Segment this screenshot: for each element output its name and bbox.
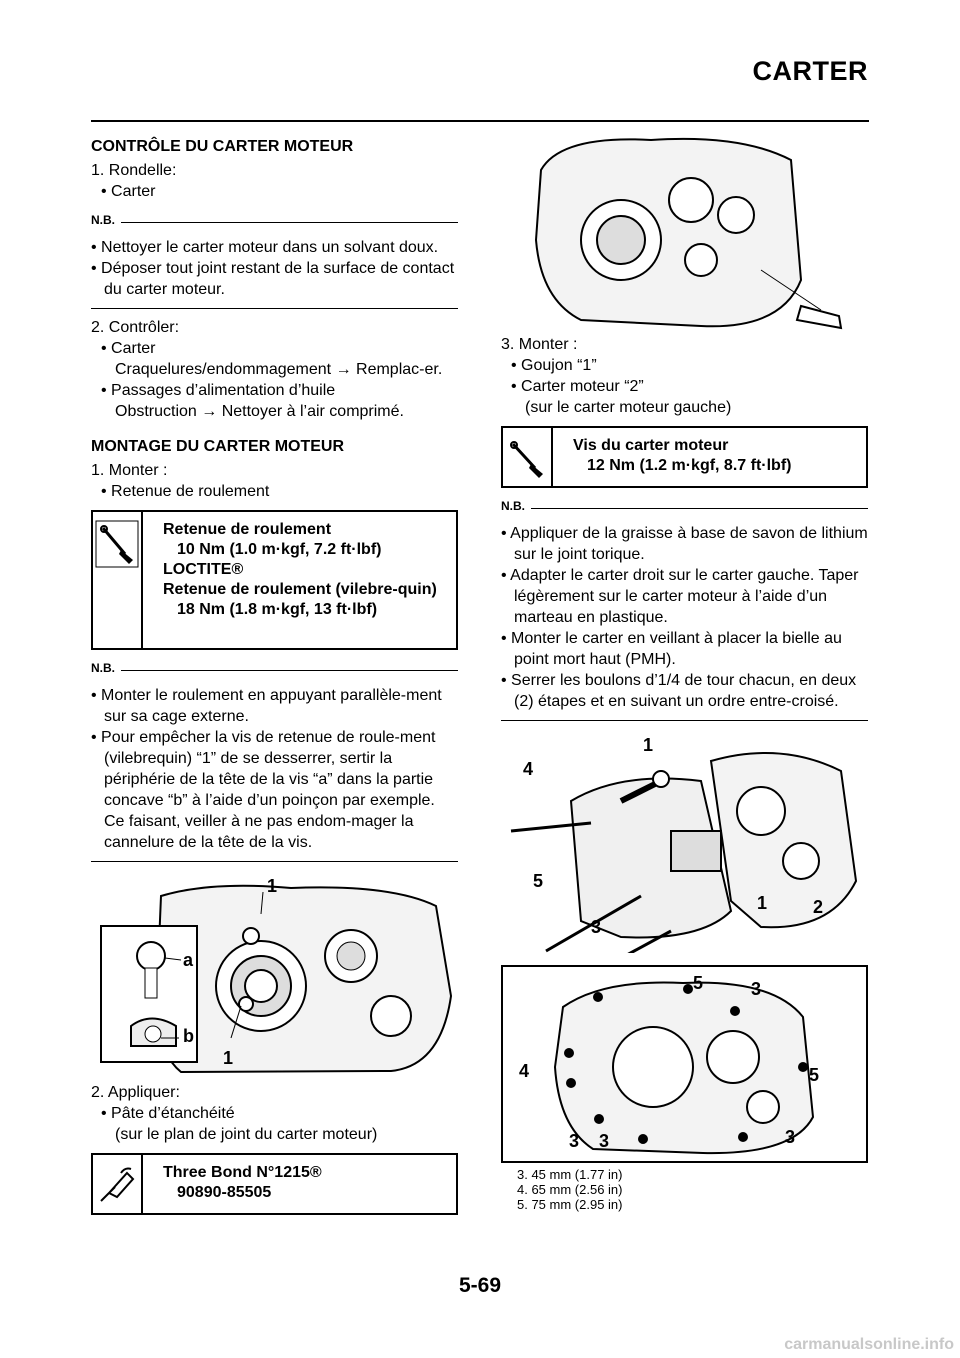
right-column: [501, 130, 868, 1212]
crankcase-sealant-figure: [501, 130, 868, 334]
apply-detail: (sur le plan de joint du carter moteur): [115, 1126, 378, 1143]
step-washer: 1. Rondelle:: [91, 162, 177, 179]
page-title: CARTER: [752, 56, 868, 86]
spec-value: 12 Nm (1.2 m·kgf, 8.7 ft·lbf): [587, 457, 792, 474]
section-title-assembly: MONTAGE DU CARTER MOTEUR: [91, 438, 345, 455]
spec-label: Retenue de roulement (vilebre-quin): [163, 581, 437, 598]
spec-value: 18 Nm (1.8 m·kgf, 13 ft·lbf): [177, 601, 378, 618]
step-install-right: 3. Monter :: [501, 336, 578, 353]
spec-value: 10 Nm (1.0 m·kgf, 7.2 ft·lbf): [177, 541, 382, 558]
sealant-spec-box: [91, 1153, 458, 1215]
label-4: 4: [519, 1061, 530, 1081]
install-item: • Carter moteur “2”: [511, 378, 644, 395]
label-1: 1: [643, 735, 654, 755]
spec-value: 90890-85505: [177, 1184, 272, 1201]
label-1-b: 1: [757, 893, 768, 913]
figure-caption: [517, 1167, 868, 1212]
label-b: b: [183, 1026, 194, 1046]
note-item: • Appliquer de la graisse à base de savon de lithium sur le joint torique.: [501, 525, 868, 563]
left-column: [91, 136, 458, 1223]
note-item: • Monter le carter en veillant à placer la bielle au point mort haut (PMH).: [501, 630, 842, 668]
section-title-inspection: CONTRÔLE DU CARTER MOTEUR: [91, 138, 354, 155]
note-item: • Nettoyer le carter moteur dans un solvant doux.: [91, 239, 439, 256]
label-5: 5: [533, 871, 544, 891]
label-1-top: 1: [267, 876, 278, 896]
label-3-d: 3: [785, 1127, 796, 1147]
title-divider: [91, 120, 869, 122]
watermark: carmanualsonline.info: [784, 1336, 954, 1353]
install-item: • Goujon “1”: [511, 357, 597, 374]
step-install: 1. Monter :: [91, 462, 168, 479]
check-item: • Passages d’alimentation d’huile: [101, 382, 336, 399]
page-number: 5-69: [458, 1274, 502, 1297]
note-item: • Adapter le carter droit sur le carter gauche. Taper légèrement sur le carter moteur à l’aide d’un marteau en plastique.: [501, 567, 859, 626]
label-3-a: 3: [751, 979, 762, 999]
check-item-detail: Obstruction → Nettoyer à l’air comprimé.: [115, 403, 404, 420]
apply-item: • Pâte d’étanchéité: [101, 1105, 235, 1122]
note-header: N.B.: [91, 210, 458, 231]
bolt-location-figure: [501, 965, 868, 1163]
note-body: [501, 523, 868, 721]
note-item: • Serrer les boulons d’1/4 de tour chacun, en deux (2) étapes et en suivant un ordre entre-croisé.: [501, 672, 857, 710]
install-detail: (sur le carter moteur gauche): [525, 399, 732, 416]
label-3: 3: [591, 917, 602, 937]
note-item: • Monter le roulement en appuyant parallèle-ment sur sa cage externe.: [91, 687, 442, 725]
caption-line: 3. 45 mm (1.77 in): [517, 1167, 623, 1182]
note-item: • Pour empêcher la vis de retenue de roule-ment (vilebrequin) “1” de se desserrer, sertir la périphérie de la tête de la vis “a” dans la partie concave “b” à l’aide d’un poinçon par exemple. Ce faisant, veiller à ne pas endom-mager la cannelure de la tête de la vis.: [91, 729, 436, 851]
crankcase-bearing-figure: [91, 876, 458, 1076]
spec-label: Three Bond N°1215®: [163, 1164, 322, 1181]
spec-label: Vis du carter moteur: [573, 437, 729, 454]
spec-label: Retenue de roulement: [163, 521, 332, 538]
label-3-c: 3: [599, 1131, 610, 1151]
torque-wrench-icon: [503, 428, 553, 486]
label-1-bottom: 1: [223, 1048, 234, 1068]
step-apply: 2. Appliquer:: [91, 1084, 180, 1101]
spec-label: LOCTITE®: [163, 561, 244, 578]
step-check: 2. Contrôler:: [91, 319, 180, 336]
label-5-a: 5: [693, 973, 704, 993]
label-5-b: 5: [809, 1065, 820, 1085]
step-washer-item: • Carter: [101, 183, 156, 200]
caption-line: 4. 65 mm (2.56 in): [517, 1182, 623, 1197]
label-3-b: 3: [569, 1131, 580, 1151]
torque-spec-box: [91, 510, 458, 650]
install-item: • Retenue de roulement: [101, 483, 270, 500]
note-header: N.B.: [91, 658, 458, 679]
crankcase-exploded-figure: [501, 731, 868, 953]
torque-spec-box: [501, 426, 868, 488]
note-body: [91, 685, 458, 862]
check-item: • Carter: [101, 340, 156, 357]
note-item: • Déposer tout joint restant de la surface de contact du carter moteur.: [91, 260, 455, 298]
sealant-tube-icon: [93, 1155, 143, 1213]
label-4: 4: [523, 759, 534, 779]
note-header: N.B.: [501, 496, 868, 517]
label-2: 2: [813, 897, 824, 917]
check-item-detail: Craquelures/endommagement → Remplac-er.: [115, 361, 443, 378]
note-body: [91, 237, 458, 309]
label-a: a: [183, 950, 194, 970]
torque-wrench-icon: [93, 512, 143, 648]
caption-line: 5. 75 mm (2.95 in): [517, 1197, 623, 1212]
